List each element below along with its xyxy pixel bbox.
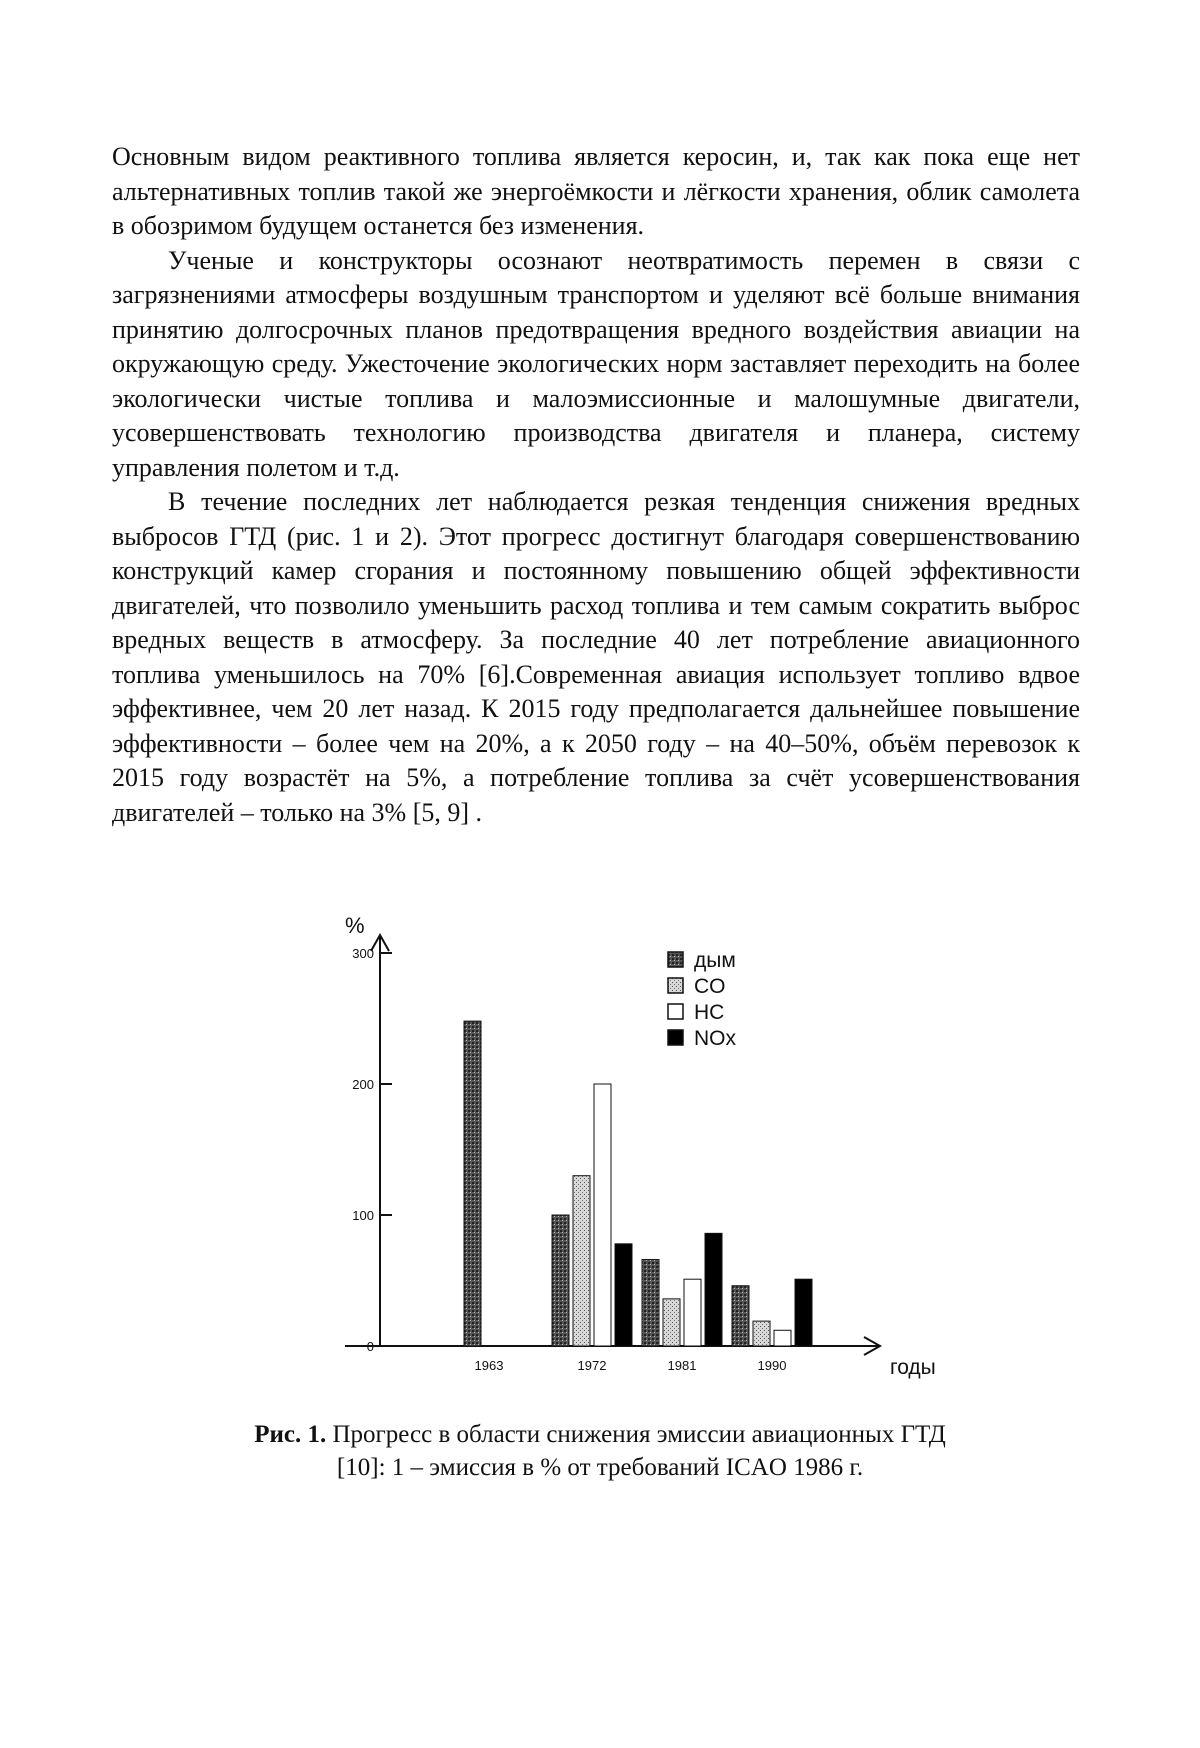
bar-hc-1981 — [684, 1279, 701, 1346]
legend-swatch-hc — [668, 1004, 683, 1019]
bar-co-1972 — [573, 1176, 590, 1346]
chart-bars — [464, 1021, 812, 1346]
bar-hc-1990 — [774, 1330, 791, 1346]
legend-label-дым: дым — [694, 949, 736, 972]
legend-label-nox: NOx — [694, 1027, 736, 1050]
bar-дым-1981 — [642, 1260, 659, 1346]
y-tick-label: 0 — [366, 1339, 374, 1354]
legend-label-hc: HC — [694, 1001, 725, 1024]
bar-дым-1990 — [732, 1286, 749, 1346]
figure-caption — [250, 1418, 950, 1484]
y-tick-label: 200 — [352, 1077, 374, 1092]
y-tick-label: 100 — [352, 1208, 374, 1223]
bar-co-1990 — [753, 1321, 770, 1346]
y-axis-label: % — [345, 913, 365, 938]
paragraph: Ученые и конструкторы осознают неотвратимость перемен в связи с загрязнениями атмосферы воздушным транспортом и уделяют всё больше внимания принятию долгосрочных планов предотвращения вредного воздействия авиации на окружающую среду. Ужесточение экологических норм заставляет переходить на более экологически чистые топлива и малоэмиссионные и малошумные двигатели, усовершенствовать технологию производства двигателя и планера, систему управления полетом и т.д. — [112, 245, 1080, 482]
figure-label: Рис. 1. — [254, 1421, 327, 1448]
x-tick-label: 1972 — [577, 1358, 607, 1373]
bar-hc-1972 — [594, 1084, 611, 1346]
x-axis-label: годы — [890, 1356, 936, 1379]
legend-swatch-дым — [668, 952, 683, 967]
chart-legend — [668, 949, 737, 1050]
x-tick-label: 1990 — [757, 1358, 787, 1373]
paragraph: В течение последних лет наблюдается резкая тенденция снижения вредных выбросов ГТД (рис. 1 и 2). Этот прогресс достигнут благодаря совершенствованию конструкций камер сгорания и постоянному повышению общей эффективности двигателей, что позволило уменьшить расход топлива и тем самым сократить выброс вредных веществ в атмосферу. За последние 40 лет потребление авиационного топлива уменьшилось на 70% [6].Современная авиация использует топливо вдвое эффективнее, чем 20 лет назад. К 2015 году предполагается дальнейшее повышение эффективности – более чем на 20%, а к 2050 году – на 40–50%, объём перевозок к 2015 году возрастёт на 5%, а потребление топлива за счёт усовершенствования двигателей – только на 3% [5, 9] . — [112, 487, 1080, 827]
figure-caption-text: Прогресс в области снижения эмиссии авиационных ГТД [10]: 1 – эмиссия в % от требований ICAO 1986 г. — [326, 1421, 946, 1481]
legend-swatch-co — [668, 978, 683, 993]
y-tick-label: 300 — [352, 946, 374, 961]
x-tick-label: 1981 — [667, 1358, 697, 1373]
body-text — [112, 140, 1080, 830]
legend-swatch-nox — [668, 1030, 683, 1045]
x-tick-label: 1963 — [474, 1358, 504, 1373]
bar-дым-1972 — [552, 1215, 569, 1346]
chart-axes — [345, 913, 936, 1379]
bar-дым-1963 — [464, 1021, 481, 1346]
bar-nox-1972 — [615, 1244, 632, 1346]
bar-co-1981 — [663, 1299, 680, 1346]
emission-bar-chart — [320, 890, 960, 1390]
bar-nox-1981 — [705, 1233, 722, 1346]
bar-nox-1990 — [795, 1279, 812, 1346]
legend-label-co: CO — [694, 975, 726, 998]
paragraph: Основным видом реактивного топлива является керосин, и, так как пока еще нет альтернативных топлив такой же энергоёмкости и лёгкости хранения, облик самолета в обозримом будущем останется без изменения. — [112, 142, 1080, 240]
